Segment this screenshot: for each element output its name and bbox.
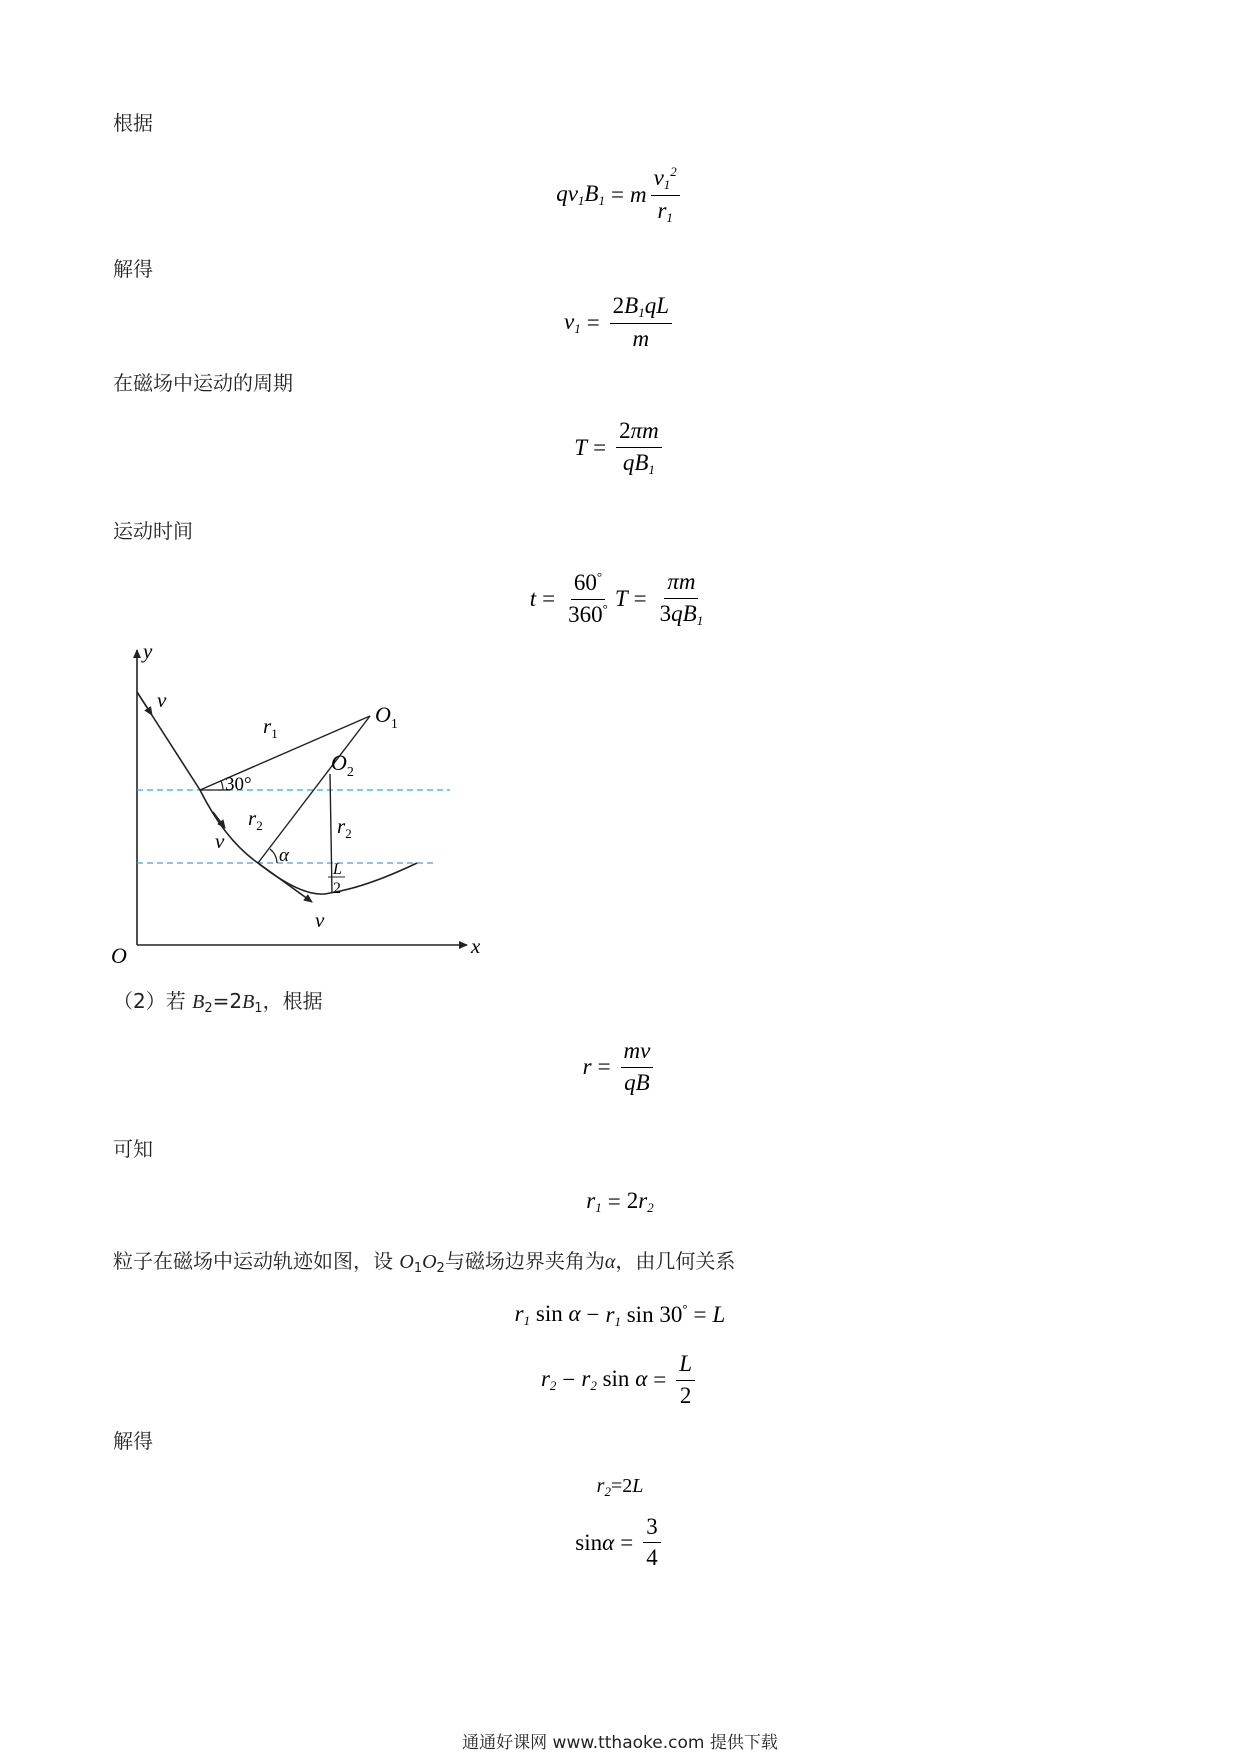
axis-y-label: y [143, 640, 153, 663]
text-known: 可知 [113, 1137, 153, 1161]
equation-period: T = $\frac{2\pi m}{qB_1}$ [0, 413, 1240, 483]
velocity-arrow-top [137, 692, 152, 715]
r1-label: $r_1$ [263, 714, 278, 741]
axis-x-label: x [471, 934, 481, 958]
text-part2: （2）若 $B_2=2B_1$，根据 [113, 989, 323, 1016]
velocity-label-bottom: v [315, 908, 325, 932]
half-l-numerator: L [333, 861, 342, 878]
trajectory-figure [105, 640, 505, 980]
angle-30-arc [221, 781, 223, 790]
half-l-denominator: 2 [333, 880, 341, 897]
o2-label: $O_2$ [331, 750, 354, 780]
origin-label: O [111, 943, 127, 968]
footer-source: 通通好课网 www.tthaoke.com 提供下载 [462, 1733, 778, 1753]
text-period: 在磁场中运动的周期 [113, 371, 293, 395]
r2-right-label: $r_2$ [337, 814, 352, 841]
angle-alpha-arc [270, 849, 277, 863]
text-solve-2: 解得 [113, 1429, 153, 1453]
o1-label: $O_1$ [375, 702, 398, 732]
equation-r1-r2: $r_1$ = $2r_2$ [586, 1188, 654, 1215]
alpha-label: α [279, 845, 289, 866]
angle-30-label: 30° [225, 774, 252, 795]
equation-geometry-1: $r_1$ sin α − $r_1$ sin 30° = L [514, 1300, 726, 1329]
text-trajectory: 粒子在磁场中运动轨迹如图，设 $O_1O_2$与磁场边界夹角为α，由几何关系 [113, 1249, 736, 1276]
equation-sin-alpha: sin α = $\frac{3}{4}$ [0, 1505, 1240, 1580]
velocity-label-mid: v [215, 829, 225, 853]
r2-left-label: $r_2$ [248, 806, 263, 833]
velocity-arrow-mid [213, 812, 225, 828]
equation-time: t = $\frac{60^\circ}{360^\circ}$ T = $\frac{\pi m}{3qB_1}$ [529, 569, 704, 628]
radius-r2-vertical [330, 774, 332, 893]
text-according: 根据 [113, 111, 153, 135]
velocity-label-top: v [157, 688, 167, 712]
text-solve: 解得 [113, 257, 153, 281]
equation-geometry-2: $r_2$ − $r_2$ sin α = $\frac{L}{2}$ [0, 1345, 1240, 1415]
text-motion-time: 运动时间 [113, 519, 193, 543]
equation-lorentz-centripetal: $qv_1B_1$ = m $\frac{v_1^2}{r_1}$ [0, 160, 1240, 230]
equation-r2-value: $r_2=2L$ [596, 1474, 644, 1499]
equation-v1: $v_1$ = $\frac{2B_1qL}{m}$ [0, 288, 1240, 358]
velocity-arrow-bottom [258, 863, 312, 902]
equation-radius: r = $\frac{mv}{qB}$ [0, 1032, 1240, 1102]
